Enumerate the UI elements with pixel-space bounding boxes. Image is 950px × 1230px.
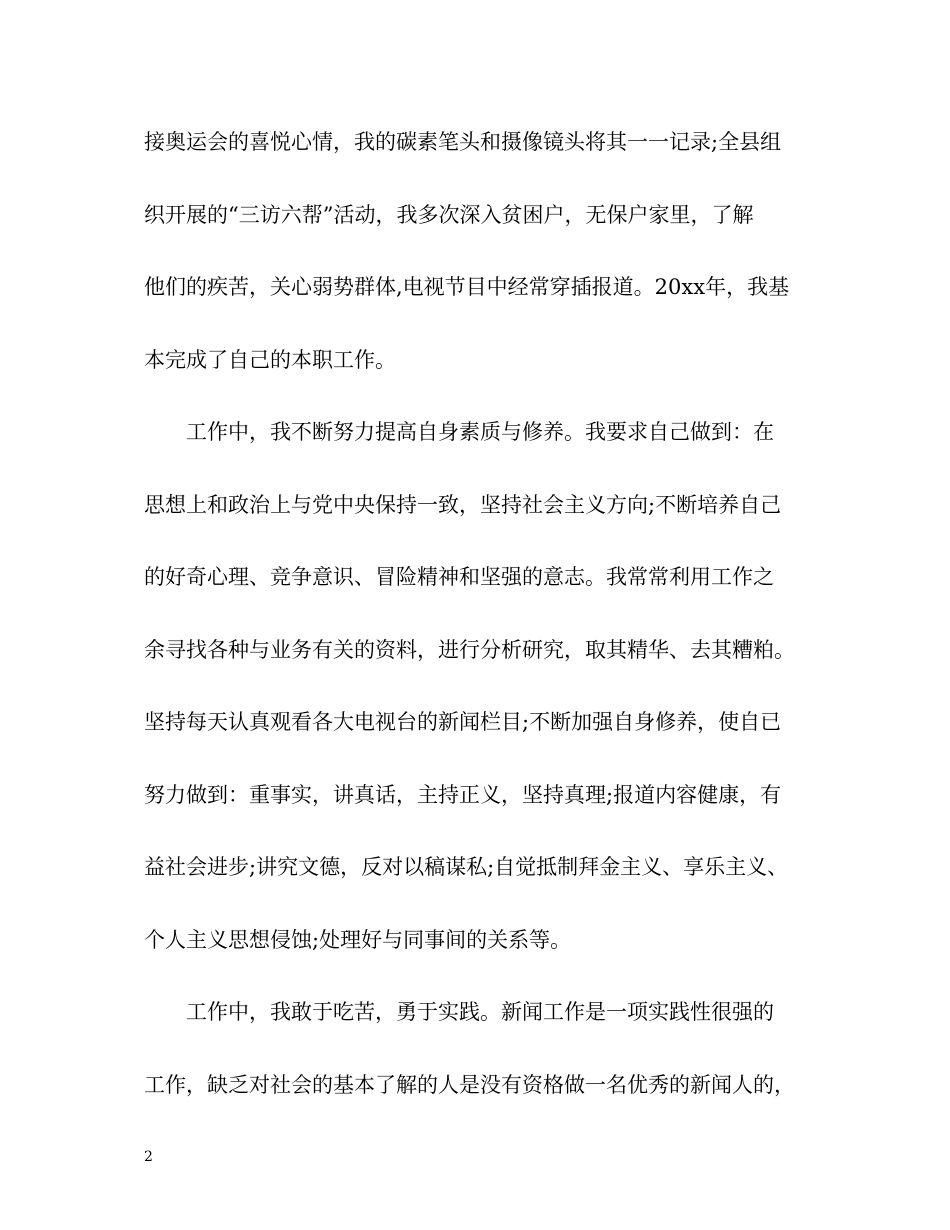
page-number: 2 (144, 1149, 153, 1165)
body-text (144, 118, 809, 1133)
text-line: 工作中，我不断努力提高自身素质与修养。我要求自己做到：在 (144, 420, 774, 444)
text-line: 他们的疾苦，关心弱势群体,电视节目中经常穿插报道。20xx年，我基 (144, 275, 790, 299)
text-line: 本完成了自己的本职工作。 (144, 347, 396, 372)
text-line: 工作，缺乏对社会的基本了解的人是没有资格做一名优秀的新闻人的， (144, 1072, 795, 1097)
text-line: 的好奇心理、竞争意识、冒险精神和坚强的意志。我常常利用工作之 (144, 565, 774, 589)
text-line: 益社会进步;讲究文德，反对以稿谋私;自觉抵制拜金主义、享乐主义、 (144, 855, 789, 879)
text-line: 思想上和政治上与党中央保持一致，坚持社会主义方向;不断培养自己 (144, 492, 782, 517)
text-line: 坚持每天认真观看各大电视台的新闻栏目;不断加强自身修养，使自已 (144, 710, 782, 734)
text-line: 织开展的“三访六帮”活动，我多次深入贫困户，无保户家里，了解 (144, 202, 754, 227)
text-line: 余寻找各种与业务有关的资料，进行分析研究，取其精华、去其糟粕。 (144, 637, 795, 662)
text-line: 努力做到：重事实，讲真话，主持正义，坚持真理;报道内容健康，有 (144, 782, 782, 807)
text-line: 接奥运会的喜悦心情，我的碳素笔头和摄像镜头将其一一记录;全县组 (144, 130, 782, 154)
text-line: 工作中，我敢于吃苦，勇于实践。新闻工作是一项实践性很强的 (144, 1000, 774, 1024)
text-line: 个人主义思想侵蚀;处理好与同事间的关系等。 (144, 927, 572, 952)
